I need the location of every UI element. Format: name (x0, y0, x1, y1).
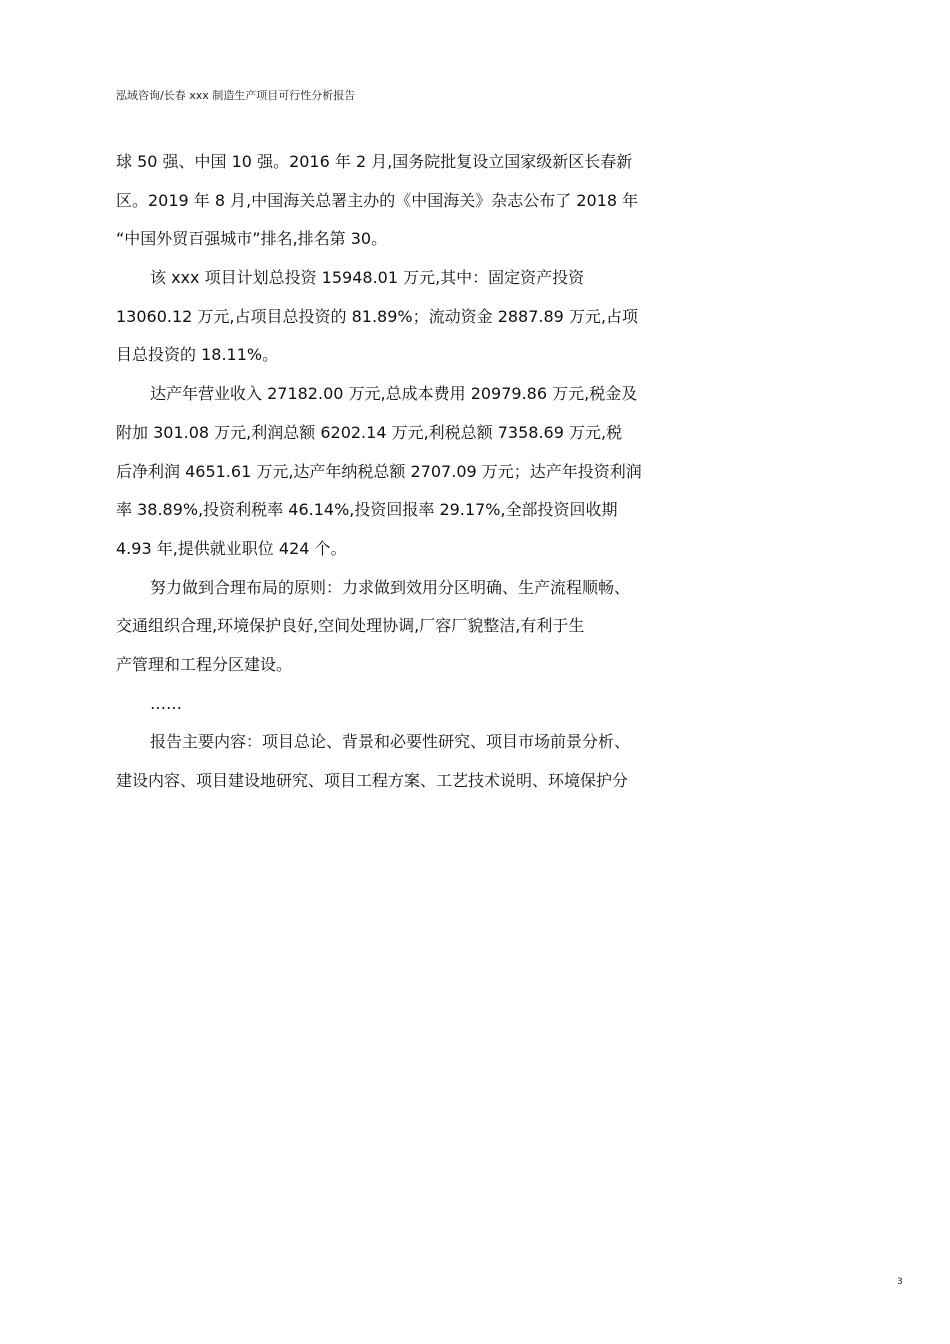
body-line: 区。2019 年 8 月,中国海关总署主办的《中国海关》杂志公布了 2018 年 (116, 190, 639, 210)
ellipsis-line: …… (150, 693, 182, 713)
body-line: 附加 301.08 万元,利润总额 6202.14 万元,利税总额 7358.69 万元,税 (116, 422, 623, 442)
body-line: “中国外贸百强城市”排名,排名第 30。 (116, 229, 388, 249)
body-line: 建设内容、项目建设地研究、项目工程方案、工艺技术说明、环境保护分 (116, 771, 629, 790)
paragraph-first-line: 达产年营业收入 27182.00 万元,总成本费用 20979.86 万元,税金及 (150, 384, 638, 404)
page-number: 3 (897, 1277, 903, 1287)
body-line: 产管理和工程分区建设。 (116, 654, 293, 674)
paragraph-first-line: 努力做到合理布局的原则：力求做到效用分区明确、生产流程顺畅、 (150, 577, 631, 597)
body-line: 目总投资的 18.11%。 (116, 345, 279, 365)
paragraph-first-line: 报告主要内容：项目总论、背景和必要性研究、项目市场前景分析、 (150, 732, 631, 752)
document-body (116, 143, 686, 801)
body-line: 后净利润 4651.61 万元,达产年纳税总额 2707.09 万元；达产年投资利润 (116, 461, 642, 481)
running-header: 泓域咨询/长春 xxx 制造生产项目可行性分析报告 (116, 89, 356, 102)
body-line: 13060.12 万元,占项目总投资的 81.89%；流动资金 2887.89 万元,占项 (116, 306, 639, 326)
body-line: 交通组织合理,环境保护良好,空间处理协调,厂容厂貌整洁,有利于生 (116, 616, 585, 636)
body-line: 球 50 强、中国 10 强。2016 年 2 月,国务院批复设立国家级新区长春新 (116, 152, 633, 171)
body-line: 率 38.89%,投资利税率 46.14%,投资回报率 29.17%,全部投资回收期 (116, 500, 618, 520)
paragraph-first-line: 该 xxx 项目计划总投资 15948.01 万元,其中：固定资产投资 (150, 268, 585, 288)
body-line: 4.93 年,提供就业职位 424 个。 (116, 538, 347, 558)
